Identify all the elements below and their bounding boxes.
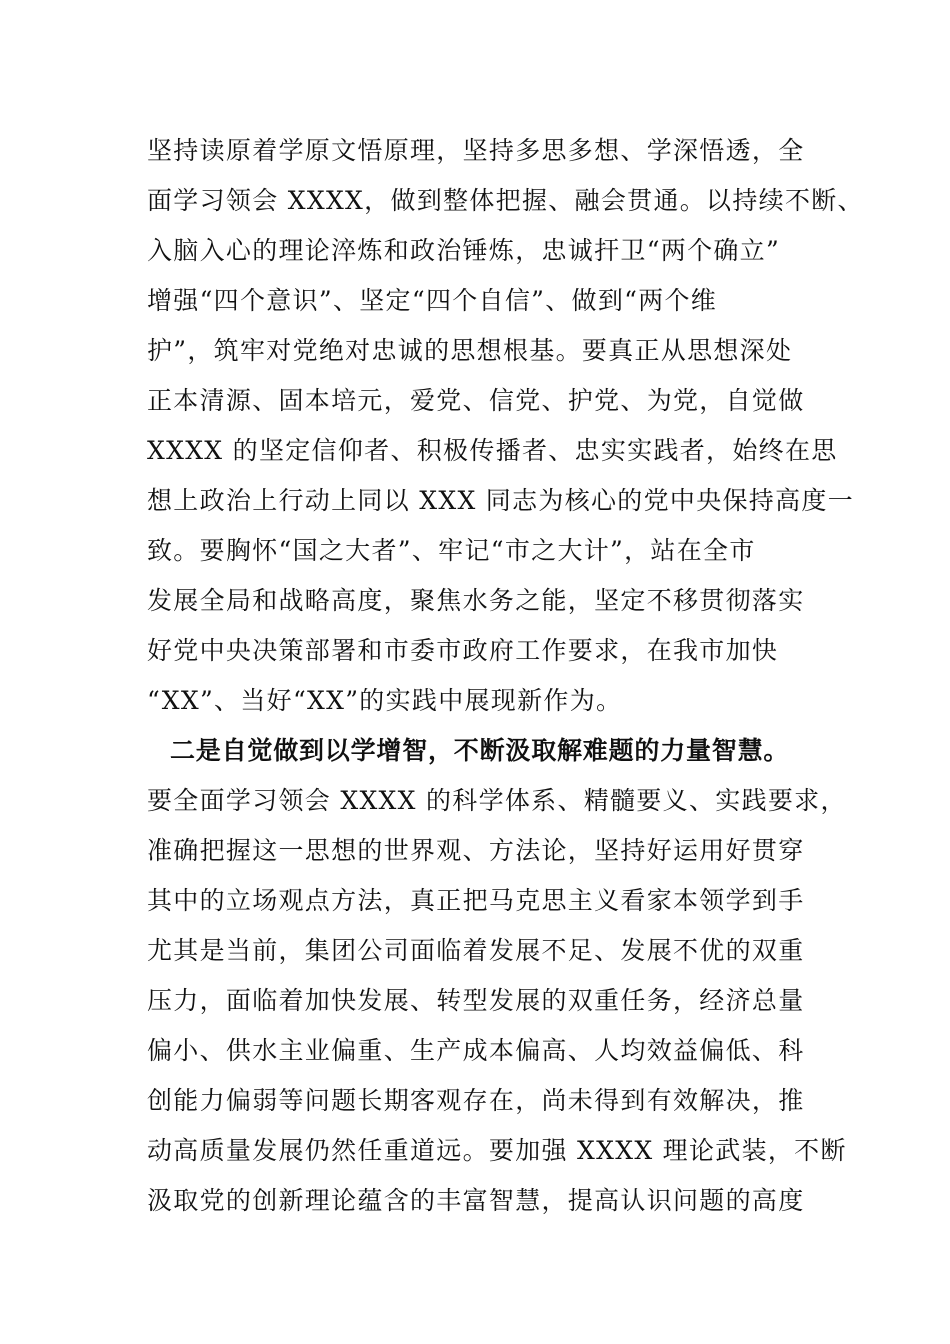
text-line: 增强“四个意识”、坚定“四个自信”、做到“两个维 <box>147 286 718 315</box>
text-line: 护”，筑牢对党绝对忠诚的思想根基。要真正从思想深处 <box>147 336 793 365</box>
text-line: 压力，面临着加快发展、转型发展的双重任务，经济总量 <box>147 986 805 1015</box>
text-line: 致。要胸怀“国之大者”、牢记“市之大计”，站在全市 <box>147 536 756 565</box>
text-line: 好党中央决策部署和市委市政府工作要求，在我市加快 <box>147 636 779 665</box>
text-line: “XX”、当好“XX”的实践中展现新作为。 <box>147 686 623 715</box>
text-line: 偏小、供水主业偏重、生产成本偏高、人均效益偏低、科 <box>147 1036 805 1065</box>
text-line: 准确把握这一思想的世界观、方法论，坚持好运用好贯穿 <box>147 836 805 865</box>
text-line: 面学习领会 XXXX，做到整体把握、融会贯通。以持续不断、 <box>147 186 864 215</box>
text-line: 想上政治上行动上同以 XXX 同志为核心的党中央保持高度一 <box>147 486 854 515</box>
text-line: 要全面学习领会 XXXX 的科学体系、精髓要义、实践要求， <box>147 786 847 815</box>
text-line: 其中的立场观点方法，真正把马克思主义看家本领学到手 <box>147 886 805 915</box>
text-line: 发展全局和战略高度，聚焦水务之能，坚定不移贯彻落实 <box>147 586 805 615</box>
text-line: 尤其是当前，集团公司面临着发展不足、发展不优的双重 <box>147 936 805 965</box>
text-line: 坚持读原着学原文悟原理，坚持多思多想、学深悟透，全 <box>147 136 805 165</box>
section-heading: 二是自觉做到以学增智，不断汲取解难题的力量智慧。 <box>170 736 790 765</box>
text-line: XXXX 的坚定信仰者、积极传播者、忠实实践者，始终在思 <box>147 436 838 465</box>
text-line: 正本清源、固本培元，爱党、信党、护党、为党，自觉做 <box>147 386 805 415</box>
text-line: 创能力偏弱等问题长期客观存在，尚未得到有效解决，推 <box>147 1086 805 1115</box>
text-line: 动高质量发展仍然任重道远。要加强 XXXX 理论武装，不断 <box>147 1136 847 1165</box>
text-line: 汲取党的创新理论蕴含的丰富智慧，提高认识问题的高度 <box>147 1186 805 1215</box>
text-line: 入脑入心的理论淬炼和政治锤炼，忠诚扞卫“两个确立” <box>147 236 781 265</box>
